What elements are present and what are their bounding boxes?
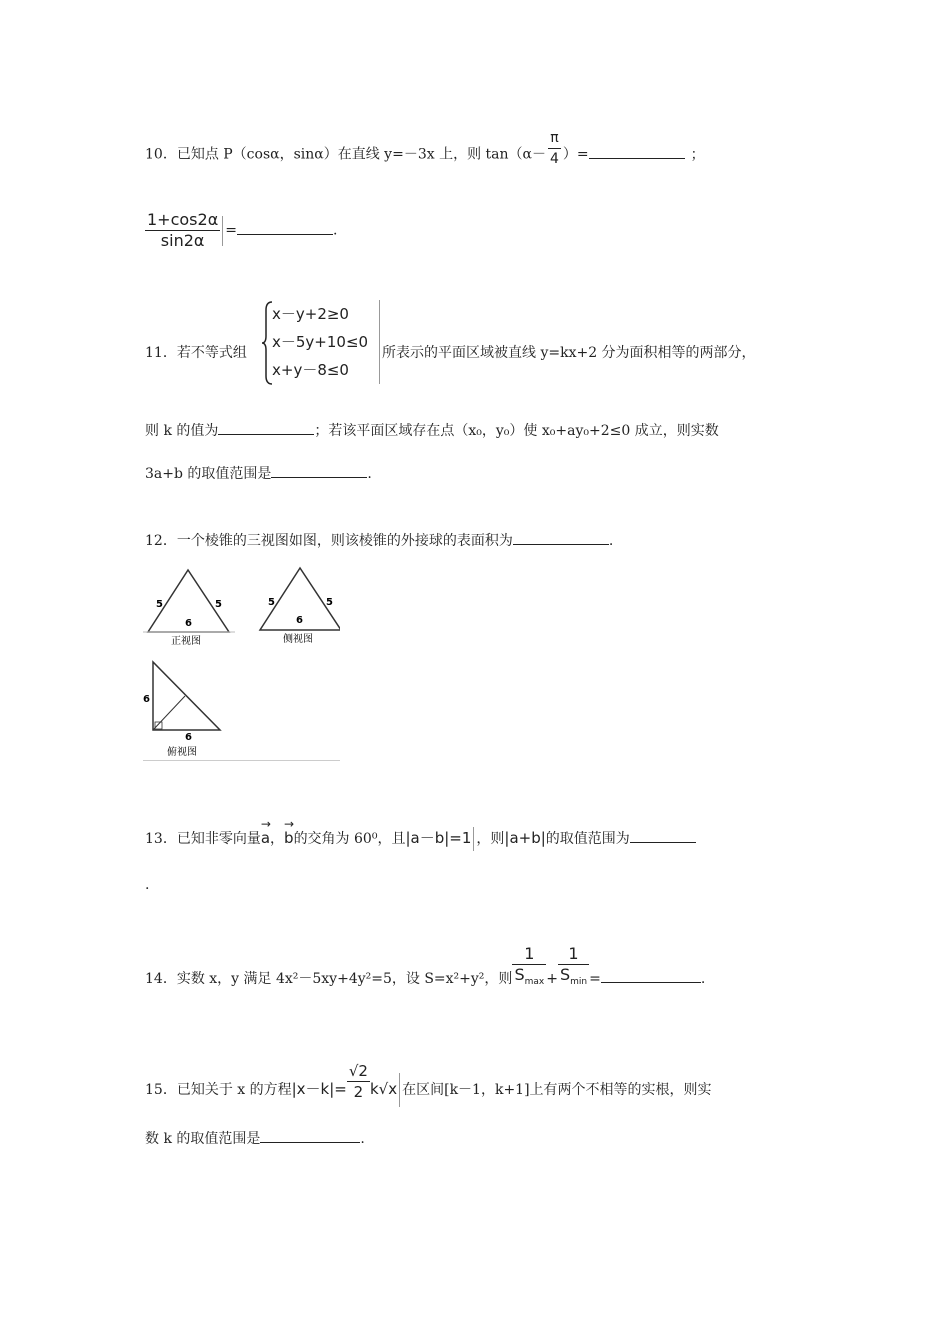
q13-period: . bbox=[145, 877, 150, 893]
q10-pi-over-4: $\frac{\pi}{4}$ bbox=[549, 130, 559, 167]
q14-blank[interactable] bbox=[601, 968, 701, 983]
q10-period: . bbox=[332, 222, 338, 239]
q12-three-view-figure bbox=[143, 562, 340, 761]
q15-line1 bbox=[145, 1061, 712, 1107]
q11-period: . bbox=[367, 466, 372, 482]
q11-line2 bbox=[145, 420, 719, 441]
q11-blank-2[interactable] bbox=[271, 463, 367, 478]
q14-plus: + bbox=[546, 971, 558, 988]
q14-frac-min: $\frac{1}{S_{min}}$ bbox=[559, 944, 588, 988]
q15-period: . bbox=[360, 1131, 365, 1147]
q13-suffix: 的取值范围为 bbox=[545, 831, 630, 847]
q11-suffix: 所表示的平面区域被直线 y=kx+2 分为面积相等的两部分， bbox=[382, 345, 756, 361]
q11-ineq-2: x－5y+10≤0 bbox=[272, 333, 369, 351]
side-caption: 侧视图 bbox=[283, 634, 313, 645]
q10-text-b: ）= bbox=[562, 146, 589, 163]
q12-line bbox=[145, 530, 613, 551]
q13-abs-diff: |a－b|=1 bbox=[405, 829, 472, 847]
q10-divider bbox=[222, 216, 223, 246]
front-base-label: 6 bbox=[185, 618, 192, 629]
q10-blank-1[interactable] bbox=[589, 144, 685, 159]
q13-blank[interactable] bbox=[630, 828, 696, 843]
q13-mid: 的交角为 60⁰，且 bbox=[293, 831, 406, 847]
q10-fraction: $\frac{1+\cos 2\alpha}{\sin 2\alpha}$ bbox=[147, 210, 219, 250]
q13-prefix: 13．已知非零向量 bbox=[145, 831, 261, 847]
q14-line bbox=[145, 944, 706, 992]
q10-line1 bbox=[145, 130, 705, 169]
front-left-label: 5 bbox=[156, 599, 163, 610]
q13-comma: ， bbox=[270, 831, 285, 847]
q10-semicolon: ； bbox=[690, 146, 705, 163]
top-view bbox=[143, 662, 220, 758]
q10-eq: = bbox=[225, 222, 237, 239]
side-right-label: 5 bbox=[326, 597, 333, 608]
side-left-label: 5 bbox=[268, 597, 275, 608]
q15-lhs: |x－k|= bbox=[291, 1080, 347, 1098]
q12-text: 12．一个棱锥的三视图如图，则该棱锥的外接球的表面积为 bbox=[145, 533, 513, 549]
q11-blank-1[interactable] bbox=[218, 420, 314, 435]
q15-line2 bbox=[145, 1128, 365, 1149]
q14-eq: = bbox=[589, 971, 601, 988]
q13-vec-b: → b bbox=[284, 818, 294, 848]
front-view bbox=[143, 570, 235, 647]
side-view bbox=[260, 568, 340, 645]
q13-then: ，则 bbox=[476, 831, 505, 847]
q11-divider bbox=[379, 300, 380, 384]
q15-suffix: 在区间[k－1，k+1]上有两个不相等的实根，则实 bbox=[402, 1082, 712, 1098]
q11-ineq-1: x－y+2≥0 bbox=[272, 305, 349, 323]
q11-text-2a: 则 k 的值为 bbox=[145, 423, 219, 439]
q11-text-2b: ；若该平面区域存在点（x₀，y₀）使 x₀+ay₀+2≤0 成立，则实数 bbox=[314, 423, 719, 439]
q11-prefix: 11．若不等式组 bbox=[145, 345, 247, 361]
q11-ineq-3: x+y－8≤0 bbox=[272, 361, 349, 379]
top-base-label: 6 bbox=[185, 732, 192, 743]
q13-abs-sum: |a+b| bbox=[504, 829, 546, 847]
q11-line3 bbox=[145, 463, 372, 484]
q13-vec-a: → a bbox=[261, 818, 270, 848]
front-caption: 正视图 bbox=[171, 636, 201, 647]
q15-blank[interactable] bbox=[260, 1128, 360, 1143]
q15-rhs: k√x bbox=[369, 1080, 398, 1098]
q15-text-2: 数 k 的取值范围是 bbox=[145, 1131, 261, 1147]
top-height-label: 6 bbox=[143, 694, 150, 705]
q14-frac-max: $\frac{1}{S_{max}}$ bbox=[514, 944, 545, 988]
q12-period: . bbox=[608, 533, 614, 549]
q10-line2 bbox=[145, 210, 337, 251]
front-right-label: 5 bbox=[215, 599, 222, 610]
q12-blank[interactable] bbox=[513, 530, 609, 545]
q14-prefix: 14．实数 x，y 满足 4x²－5xy+4y²=5，设 S=x²+y²，则 bbox=[145, 971, 513, 988]
side-base-label: 6 bbox=[296, 615, 303, 626]
q10-blank-2[interactable] bbox=[237, 220, 333, 235]
q10-text-a: 10．已知点 P（cosα，sinα）在直线 y=－3x 上，则 tan（α－ bbox=[145, 146, 546, 163]
q15-sqrt2-over-2: $\frac{√2}{2}$ bbox=[348, 1061, 368, 1101]
q15-prefix: 15．已知关于 x 的方程 bbox=[145, 1082, 292, 1098]
q13-line bbox=[145, 818, 696, 851]
q11-inequality-system bbox=[262, 300, 380, 386]
top-caption: 俯视图 bbox=[167, 747, 197, 758]
q14-period: . bbox=[700, 971, 706, 988]
q11-text-3a: 3a+b 的取值范围是 bbox=[145, 466, 272, 482]
